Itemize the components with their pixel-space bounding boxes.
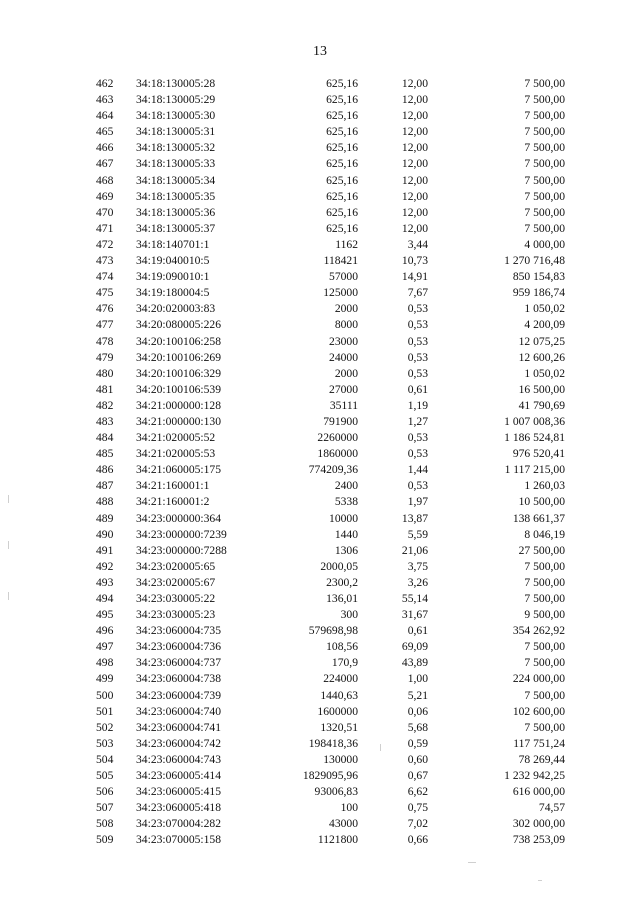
table-row [0,575,640,591]
rate-value: 0,53 [407,350,428,364]
cost-value: 7 500,00 [524,640,565,654]
rate-value: 14,91 [401,270,428,284]
area-value: 1440 [334,527,358,541]
rate-value: 55,14 [401,592,428,605]
rate-value: 7,02 [407,817,428,831]
cadastral-number: 34:21:160001:1 [136,479,210,493]
cadastral-number: 34:23:060005:418 [136,801,222,815]
cost-value: 9 500,00 [524,608,565,622]
cost-value: 7 500,00 [524,221,565,235]
cadastral-number: 34:23:030005:22 [136,592,216,605]
row-number: 501 [96,704,114,718]
scan-artifact [8,495,9,503]
area-value: 2300,2 [326,575,358,589]
area-value: 2000,05 [320,559,358,573]
area-value: 35111 [329,398,358,412]
cost-value: 7 500,00 [524,93,565,107]
row-number: 479 [96,350,114,364]
table-row [0,269,640,285]
table-row [0,688,640,704]
cost-value: 1 050,02 [524,366,565,380]
row-number: 490 [96,527,114,541]
rate-value: 5,68 [407,720,428,734]
cadastral-number: 34:23:030005:23 [136,608,216,622]
area-value: 625,16 [326,77,358,90]
row-number: 496 [96,624,114,638]
cost-value: 12 600,26 [518,350,565,364]
area-value: 93006,83 [314,785,358,799]
rate-value: 12,00 [401,109,428,123]
row-number: 506 [96,785,114,799]
rate-value: 5,59 [407,527,428,541]
row-number: 464 [96,109,114,123]
cadastral-number: 34:20:020003:83 [136,302,216,316]
table-row [0,76,640,92]
table-row [0,156,640,172]
cost-value: 738 253,09 [512,833,565,847]
cadastral-number: 34:20:100106:539 [136,382,222,396]
rate-value: 0,61 [407,624,428,638]
area-value: 579698,98 [308,624,358,638]
cadastral-number: 34:21:160001:2 [136,495,210,509]
area-value: 23000 [329,334,358,348]
area-value: 625,16 [326,173,358,187]
area-value: 130000 [323,752,358,766]
cadastral-number: 34:23:000000:364 [136,511,222,525]
row-number: 478 [96,334,114,348]
rate-value: 0,67 [407,769,428,783]
table-row [0,205,640,221]
cadastral-number: 34:18:130005:29 [136,93,216,107]
row-number: 481 [96,382,114,396]
cadastral-number: 34:21:060005:175 [136,463,222,477]
area-value: 1162 [335,237,358,251]
cadastral-number: 34:18:130005:36 [136,205,216,219]
cost-value: 1 186 524,81 [504,431,565,445]
row-number: 495 [96,608,114,622]
rate-value: 12,00 [401,205,428,219]
rate-value: 0,59 [407,736,428,750]
area-value: 43000 [329,817,358,831]
area-value: 625,16 [326,109,358,123]
row-number: 492 [96,559,114,573]
area-value: 57000 [329,270,358,284]
area-value: 170,9 [331,656,358,670]
cadastral-number: 34:21:000000:130 [136,414,222,428]
cost-value: 102 600,00 [512,704,565,718]
row-number: 466 [96,141,114,155]
cadastral-number: 34:23:060004:743 [136,752,222,766]
cost-value: 7 500,00 [524,575,565,589]
area-value: 5338 [334,495,358,509]
area-value: 300 [340,608,358,622]
cadastral-number: 34:18:130005:34 [136,173,216,187]
rate-value: 0,53 [407,318,428,332]
table-row [0,430,640,446]
rate-value: 3,44 [407,237,428,251]
row-number: 488 [96,495,114,509]
table-row [0,414,640,430]
cost-value: 976 520,41 [512,447,565,461]
cadastral-number: 34:21:000000:128 [136,398,222,412]
rate-value: 13,87 [401,511,428,525]
area-value: 791900 [323,414,358,428]
cost-value: 7 500,00 [524,77,565,90]
table-row [0,639,640,655]
rate-value: 7,67 [407,286,428,300]
area-value: 2000 [334,366,358,380]
cadastral-number: 34:20:100106:258 [136,334,222,348]
cadastral-number: 34:18:130005:35 [136,189,216,203]
cost-value: 138 661,37 [512,511,565,525]
area-value: 125000 [323,286,358,300]
table-row [0,784,640,800]
cost-value: 7 500,00 [524,656,565,670]
area-value: 10000 [329,511,358,525]
cadastral-number: 34:20:100106:329 [136,366,222,380]
cadastral-number: 34:23:060004:739 [136,688,222,702]
row-number: 469 [96,189,114,203]
table-row [0,607,640,623]
cadastral-number: 34:23:060005:415 [136,785,222,799]
cost-value: 7 500,00 [524,173,565,187]
area-value: 24000 [329,350,358,364]
cadastral-number: 34:18:130005:37 [136,221,216,235]
area-value: 1121800 [317,833,358,847]
cost-value: 16 500,00 [518,382,565,396]
row-number: 468 [96,173,114,187]
area-value: 2260000 [317,431,358,445]
cadastral-number: 34:23:020005:67 [136,575,216,589]
cadastral-number: 34:19:180004:5 [136,286,210,300]
area-value: 625,16 [326,93,358,107]
row-number: 474 [96,270,114,284]
cost-value: 7 500,00 [524,189,565,203]
cost-value: 850 154,83 [512,270,565,284]
row-number: 497 [96,640,114,654]
row-number: 471 [96,221,114,235]
rate-value: 21,06 [401,543,428,557]
cadastral-number: 34:23:000000:7239 [136,527,227,541]
rate-value: 1,44 [407,463,428,477]
rate-value: 0,53 [407,366,428,380]
cost-value: 1 050,02 [524,302,565,316]
cadastral-number: 34:18:130005:30 [136,109,216,123]
table-row [0,720,640,736]
rate-value: 1,00 [407,672,428,686]
row-number: 505 [96,769,114,783]
row-number: 503 [96,736,114,750]
cadastral-number: 34:20:080005:226 [136,318,222,332]
row-number: 476 [96,302,114,316]
page-number: 13 [313,44,327,59]
cost-value: 4 000,00 [524,237,565,251]
rate-value: 12,00 [401,93,428,107]
cadastral-number: 34:21:020005:52 [136,431,216,445]
cadastral-number: 34:21:020005:53 [136,447,216,461]
table-row [0,800,640,816]
table-row [0,671,640,687]
cadastral-number: 34:23:060004:738 [136,672,222,686]
cost-value: 7 500,00 [524,109,565,123]
area-value: 1306 [334,543,358,557]
table-row [0,124,640,140]
table-row [0,237,640,253]
rate-value: 0,06 [407,704,428,718]
rate-value: 31,67 [401,608,428,622]
rate-value: 12,00 [401,189,428,203]
area-value: 625,16 [326,221,358,235]
table-row [0,832,640,848]
row-number: 472 [96,237,114,251]
cost-value: 7 500,00 [524,688,565,702]
table-row [0,543,640,559]
rate-value: 6,62 [407,785,428,799]
rate-value: 0,61 [407,382,428,396]
cost-value: 7 500,00 [524,205,565,219]
cost-value: 7 500,00 [524,125,565,139]
table-row [0,350,640,366]
cost-value: 354 262,92 [512,624,565,638]
table-row [0,108,640,124]
area-value: 625,16 [326,189,358,203]
scan-artifact [8,541,9,549]
cadastral-number: 34:20:100106:269 [136,350,222,364]
table-row [0,221,640,237]
cost-value: 1 232 942,25 [504,769,565,783]
table-row [0,768,640,784]
area-value: 136,01 [326,592,358,605]
table-row [0,317,640,333]
rate-value: 0,75 [407,801,428,815]
table-row [0,446,640,462]
row-number: 475 [96,286,114,300]
area-value: 2400 [334,479,358,493]
area-value: 1860000 [317,447,358,461]
cost-value: 41 790,69 [518,398,565,412]
cadastral-number: 34:19:090010:1 [136,270,210,284]
rate-value: 0,53 [407,302,428,316]
table-row [0,752,640,768]
area-value: 2000 [334,302,358,316]
area-value: 774209,36 [308,463,358,477]
rate-value: 12,00 [401,173,428,187]
row-number: 463 [96,93,114,107]
row-number: 504 [96,752,114,766]
area-value: 100 [340,801,358,815]
cost-value: 1 117 215,00 [504,463,565,477]
row-number: 484 [96,431,114,445]
row-number: 483 [96,414,114,428]
table-row [0,816,640,832]
cost-value: 1 007 008,36 [504,414,565,428]
area-value: 224000 [323,672,358,686]
cadastral-number: 34:23:070004:282 [136,817,222,831]
rate-value: 69,09 [401,640,428,654]
table-row [0,736,640,752]
row-number: 500 [96,688,114,702]
rate-value: 1,27 [407,414,428,428]
cost-value: 1 270 716,48 [504,254,565,268]
row-number: 477 [96,318,114,332]
scan-artifact [468,862,476,863]
row-number: 485 [96,447,114,461]
row-number: 502 [96,720,114,734]
scan-artifact [538,880,542,881]
row-number: 473 [96,254,114,268]
row-number: 487 [96,479,114,493]
table-row [0,301,640,317]
row-number: 507 [96,801,114,815]
cost-value: 8 046,19 [524,527,565,541]
cost-value: 78 269,44 [518,752,565,766]
area-value: 1600000 [317,704,358,718]
area-value: 1320,51 [320,720,358,734]
row-number: 499 [96,672,114,686]
rate-value: 5,21 [407,688,428,702]
cadastral-number: 34:23:060005:414 [136,769,222,783]
rate-value: 0,53 [407,431,428,445]
cadastral-number: 34:23:060004:736 [136,640,222,654]
row-number: 480 [96,366,114,380]
table-row [0,462,640,478]
cadastral-number: 34:23:060004:741 [136,720,222,734]
row-number: 465 [96,125,114,139]
cost-value: 27 500,00 [518,543,565,557]
area-value: 108,56 [326,640,358,654]
area-value: 1440,63 [320,688,358,702]
cost-value: 302 000,00 [512,817,565,831]
area-value: 198418,36 [308,736,358,750]
rate-value: 0,60 [407,752,428,766]
row-number: 482 [96,398,114,412]
table-row [0,366,640,382]
rate-value: 43,89 [401,656,428,670]
row-number: 494 [96,592,114,605]
cost-value: 12 075,25 [518,334,565,348]
cost-value: 1 260,03 [524,479,565,493]
table-row [0,623,640,639]
cost-value: 7 500,00 [524,592,565,605]
area-value: 27000 [329,382,358,396]
table-row [0,655,640,671]
cost-value: 224 000,00 [512,672,565,686]
row-number: 470 [96,205,114,219]
cost-value: 616 000,00 [512,785,565,799]
table-row [0,189,640,205]
rate-value: 0,53 [407,447,428,461]
cost-value: 7 500,00 [524,559,565,573]
cadastral-number: 34:23:020005:65 [136,559,216,573]
rate-value: 3,26 [407,575,428,589]
area-value: 625,16 [326,125,358,139]
rate-value: 12,00 [401,77,428,90]
cost-value: 7 500,00 [524,157,565,171]
cost-value: 7 500,00 [524,720,565,734]
cadastral-number: 34:23:060004:740 [136,704,222,718]
cadastral-number: 34:23:060004:737 [136,656,222,670]
table-row [0,494,640,510]
row-number: 489 [96,511,114,525]
table-row [0,511,640,527]
rate-value: 12,00 [401,141,428,155]
row-number: 486 [96,463,114,477]
area-value: 1829095,96 [302,769,358,783]
rate-value: 10,73 [401,254,428,268]
rate-value: 12,00 [401,157,428,171]
table-row [0,591,640,607]
cost-value: 74,57 [538,801,565,815]
cost-value: 7 500,00 [524,141,565,155]
table-row [0,398,640,414]
area-value: 8000 [334,318,358,332]
row-number: 493 [96,575,114,589]
cadastral-number: 34:23:060004:742 [136,736,222,750]
table-row [0,527,640,543]
rate-value: 12,00 [401,221,428,235]
table-row [0,334,640,350]
table-row [0,173,640,189]
rate-value: 12,00 [401,125,428,139]
scan-artifact [8,592,9,600]
table-row [0,382,640,398]
table-row [0,140,640,156]
row-number: 467 [96,157,114,171]
area-value: 118421 [323,254,358,268]
rate-value: 0,53 [407,334,428,348]
table-row [0,285,640,301]
row-number: 509 [96,833,114,847]
area-value: 625,16 [326,205,358,219]
row-number: 508 [96,817,114,831]
area-value: 625,16 [326,141,358,155]
table-row [0,92,640,108]
rate-value: 0,66 [407,833,428,847]
cadastral-number: 34:18:130005:31 [136,125,216,139]
rate-value: 1,97 [407,495,428,509]
row-number: 498 [96,656,114,670]
cost-value: 10 500,00 [518,495,565,509]
cadastral-number: 34:18:130005:32 [136,141,216,155]
rate-value: 0,53 [407,479,428,493]
cadastral-number: 34:18:130005:33 [136,157,216,171]
scan-artifact [380,744,381,751]
cadastral-number: 34:18:130005:28 [136,77,216,90]
land-plot-table [0,76,640,849]
table-row [0,253,640,269]
rate-value: 1,19 [407,398,428,412]
cadastral-number: 34:23:000000:7288 [136,543,227,557]
table-row [0,704,640,720]
row-number: 462 [96,77,114,90]
table-row [0,559,640,575]
cadastral-number: 34:23:060004:735 [136,624,222,638]
row-number: 491 [96,543,114,557]
rate-value: 3,75 [407,559,428,573]
table-row [0,478,640,494]
cost-value: 959 186,74 [512,286,565,300]
cadastral-number: 34:19:040010:5 [136,254,210,268]
cadastral-number: 34:18:140701:1 [136,237,210,251]
cost-value: 4 200,09 [524,318,565,332]
cost-value: 117 751,24 [513,736,565,750]
cadastral-number: 34:23:070005:158 [136,833,222,847]
area-value: 625,16 [326,157,358,171]
